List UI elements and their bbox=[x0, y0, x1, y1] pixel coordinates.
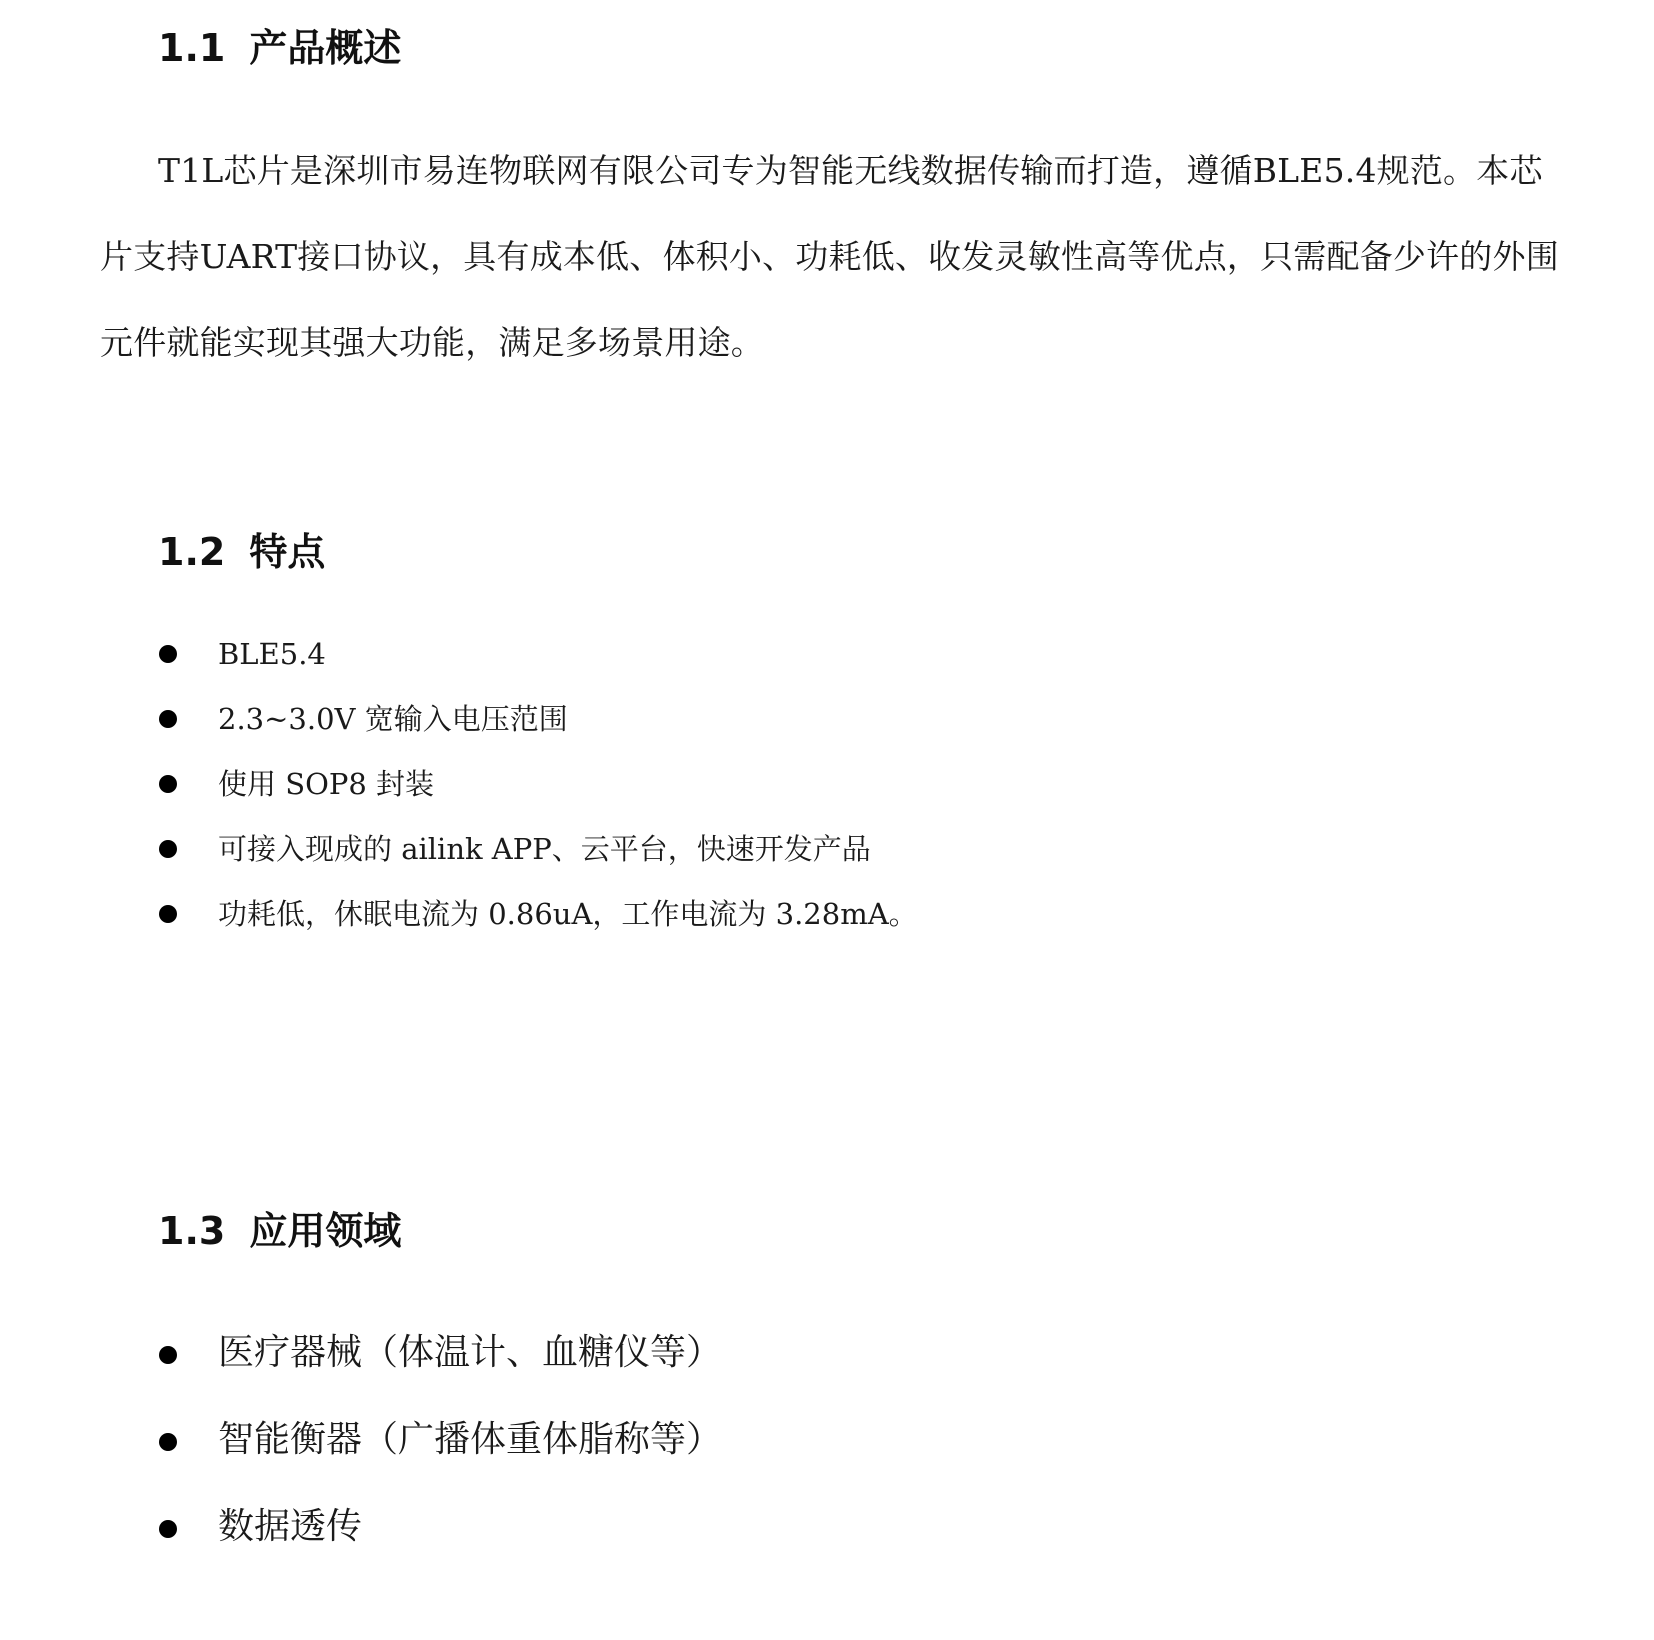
bullet-icon bbox=[159, 775, 177, 793]
list-item-text: 使用 SOP8 封装 bbox=[218, 767, 435, 801]
bullet-icon bbox=[159, 1433, 177, 1451]
list-item bbox=[158, 1504, 722, 1591]
list-item bbox=[158, 829, 918, 894]
section-heading-overview bbox=[158, 24, 401, 72]
section-number: 1.3 bbox=[158, 1209, 226, 1253]
list-item-text: 可接入现成的 ailink APP、云平台，快速开发产品 bbox=[218, 832, 871, 866]
section-title: 应用领域 bbox=[249, 1209, 402, 1253]
list-item-text: 2.3~3.0V 宽输入电压范围 bbox=[218, 702, 568, 736]
list-item bbox=[158, 1330, 722, 1417]
bullet-icon bbox=[159, 710, 177, 728]
bullet-icon bbox=[159, 1346, 177, 1364]
list-item bbox=[158, 764, 918, 829]
overview-paragraph: T1L芯片是深圳市易连物联网有限公司专为智能无线数据传输而打造，遵循BLE5.4规范。本芯片支持UART接口协议，具有成本低、体积小、功耗低、收发灵敏性高等优点，只需配备少许的外围元件就能实现其强大功能，满足多场景用途。 bbox=[100, 151, 1559, 362]
bullet-icon bbox=[159, 905, 177, 923]
applications-list bbox=[158, 1330, 722, 1591]
bullet-icon bbox=[159, 840, 177, 858]
list-item-text: 医疗器械（体温计、血糖仪等） bbox=[218, 1332, 723, 1373]
list-item bbox=[158, 699, 918, 764]
section-title: 特点 bbox=[249, 530, 326, 574]
list-item bbox=[158, 1417, 722, 1504]
section-heading-features bbox=[158, 528, 325, 576]
list-item-text: 功耗低，休眠电流为 0.86uA，工作电流为 3.28mA。 bbox=[218, 897, 918, 931]
features-list bbox=[158, 634, 918, 959]
list-item-text: BLE5.4 bbox=[218, 637, 326, 671]
section-number: 1.2 bbox=[158, 530, 226, 574]
list-item-text: 数据透传 bbox=[218, 1506, 363, 1547]
list-item bbox=[158, 634, 918, 699]
list-item-text: 智能衡器（广播体重体脂称等） bbox=[218, 1419, 723, 1460]
bullet-icon bbox=[159, 645, 177, 663]
list-item bbox=[158, 894, 918, 959]
section-title: 产品概述 bbox=[249, 26, 402, 70]
section-number: 1.1 bbox=[158, 26, 226, 70]
section-heading-applications bbox=[158, 1207, 401, 1255]
bullet-icon bbox=[159, 1520, 177, 1538]
